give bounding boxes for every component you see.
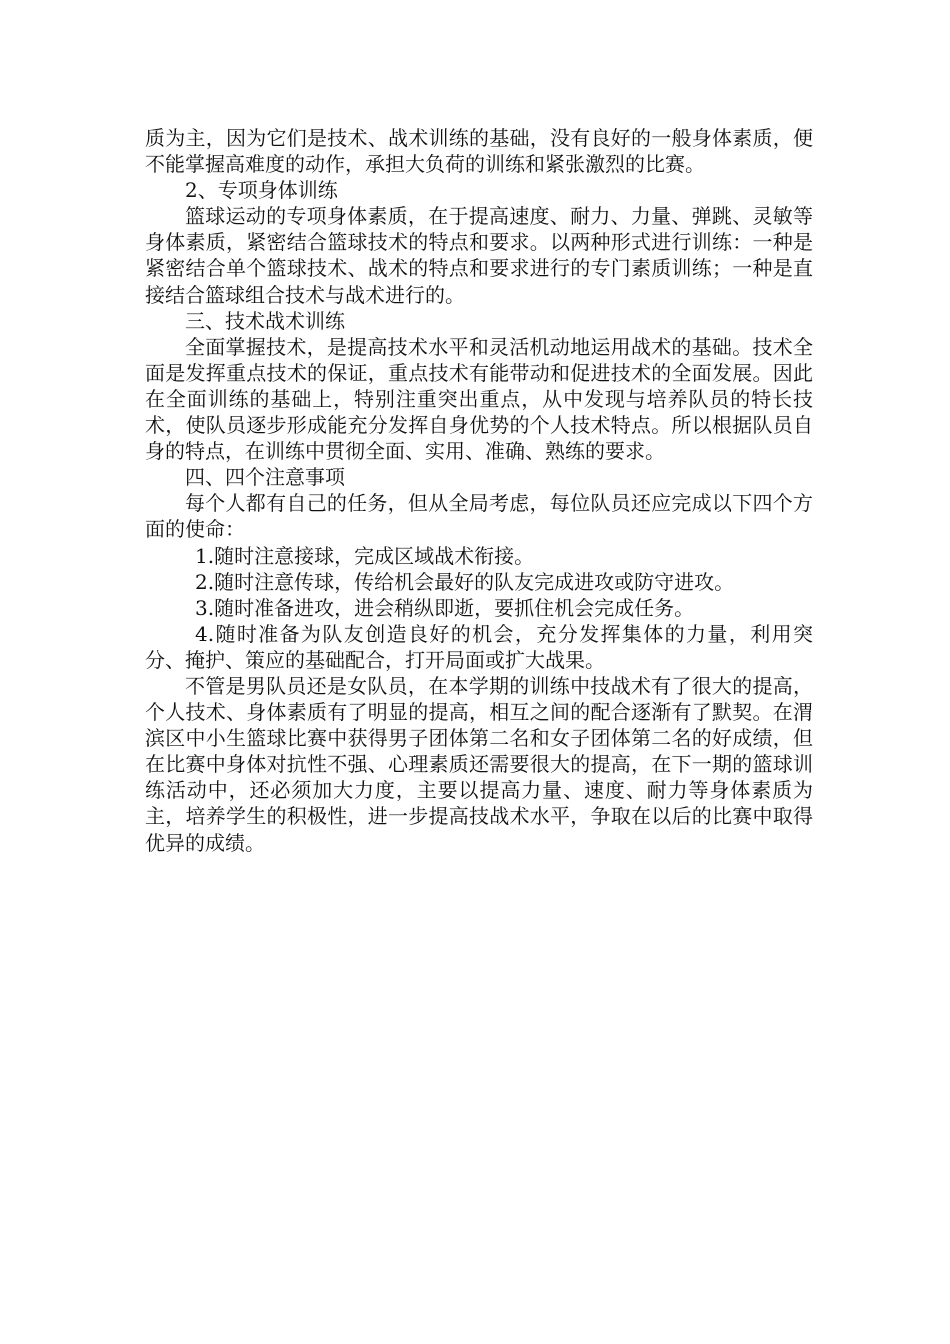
document-body: [145, 125, 813, 856]
list-item-3: 3.随时准备进攻，进会稍纵即逝，要抓住机会完成任务。: [195, 595, 695, 620]
section-heading-technique-tactics: 三、技术战术训练: [185, 308, 345, 333]
section-heading-special-training: 2、专项身体训练: [185, 178, 338, 203]
section-heading-four-notes: 四、四个注意事项: [185, 465, 345, 490]
paragraph-special-training: 篮球运动的专项身体素质，在于提高速度、耐力、力量、弹跳、灵敏等身体素质，紧密结合篮球技术的特点和要求。以两种形式进行训练：一种是紧密结合单个篮球技术、战术的特点和要求进行的专门素质训练；一种是直接结合篮球组合技术与战术进行的。: [145, 204, 813, 307]
paragraph-technique: 全面掌握技术，是提高技术水平和灵活机动地运用战术的基础。技术全面是发挥重点技术的保证，重点技术有能带动和促进技术的全面发展。因此在全面训练的基础上，特别注重突出重点，从中发现与培养队员的特长技术，使队员逐步形成能充分发挥自身优势的个人技术特点。所以根据队员自身的特点，在训练中贯彻全面、实用、准确、熟练的要求。: [145, 334, 813, 464]
list-item-1: 1.随时注意接球，完成区域战术衔接。: [195, 543, 535, 568]
paragraph-summary: 不管是男队员还是女队员，在本学期的训练中技战术有了很大的提高，个人技术、身体素质有了明显的提高，相互之间的配合逐渐有了默契。在渭滨区中小生篮球比赛中获得男子团体第二名和女子团体第二名的好成绩，但在比赛中身体对抗性不强、心理素质还需要很大的提高，在下一期的篮球训练活动中，还必须加大力度，主要以提高力量、速度、耐力等身体素质为主，培养学生的积极性，进一步提高技战术水平，争取在以后的比赛中取得优异的成绩。: [145, 673, 813, 855]
paragraph-intro-continued: 质为主，因为它们是技术、战术训练的基础，没有良好的一般身体素质，便不能掌握高难度的动作，承担大负荷的训练和紧张激烈的比赛。: [145, 126, 813, 177]
paragraph-mission: 每个人都有自己的任务，但从全局考虑，每位队员还应完成以下四个方面的使命：: [145, 491, 813, 542]
list-item-4: 4.随时准备为队友创造良好的机会，充分发挥集体的力量，利用突分、掩护、策应的基础配合，打开局面或扩大战果。: [145, 621, 813, 672]
list-item-2: 2.随时注意传球，传给机会最好的队友完成进攻或防守进攻。: [195, 569, 735, 594]
